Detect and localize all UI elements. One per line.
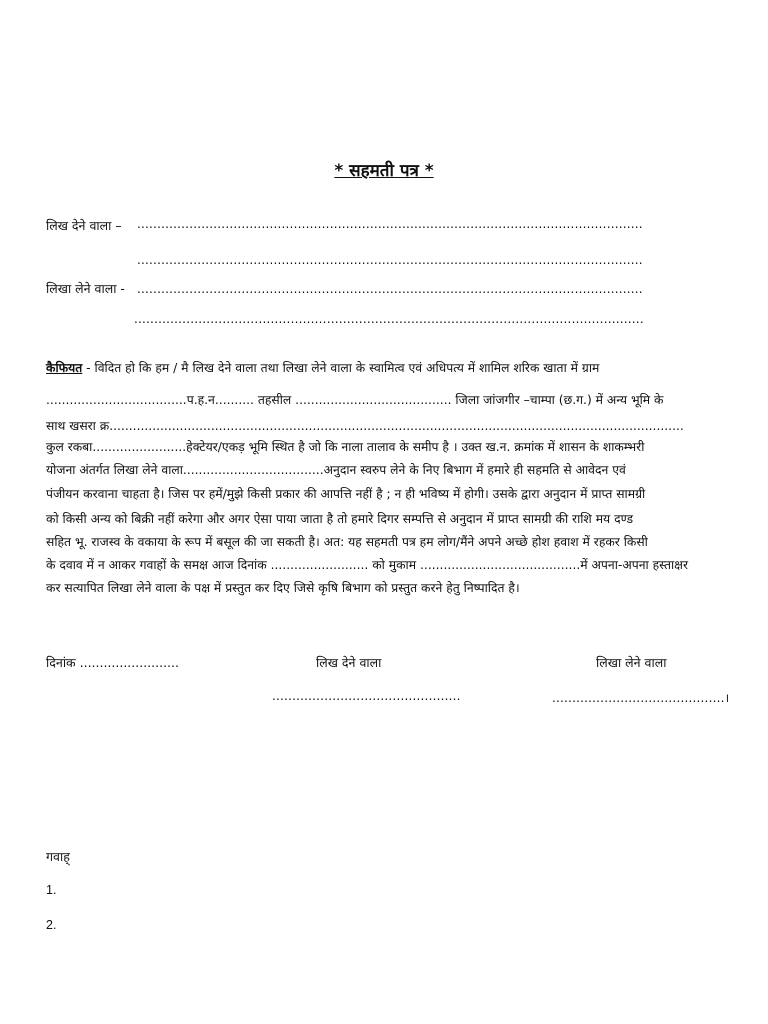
body-line: साथ खसरा क्र................................................................................................................................................... (46, 420, 684, 433)
witness-label: गवाह् (46, 849, 70, 864)
giver-blank-2[interactable]: .............................................................................................................................. (137, 253, 643, 267)
date-field[interactable]: दिनांक ......................... (46, 655, 179, 670)
body-line: योजना अंतर्गत लिखा लेने वाला....................................अनुदान स्वरुप लेने के निए बिभाग में हमारे ही सहमति से आवेदन एवं (46, 463, 626, 477)
body-line: कुल रकबा........................हेक्टेयर/एकड़ भूमि स्थित है जो कि नाला तालाव के समीप है । उक्त ख.न. क्रमांक में शासन के शाकम्भरी (46, 440, 645, 454)
giver-signature-line[interactable]: ............................................... (272, 689, 461, 703)
document-title: * सहमती पत्र * (334, 161, 434, 181)
body-line: सहित भू. राजस्व के वकाया के रूप में बसूल की जा सकती है। अत: यह सहमती पत्र हम लोग/मैंने अपने अच्छे होश हवाश में रहकर किसी (46, 535, 648, 549)
body-line (46, 362, 722, 374)
receiver-label: लिखा लेने वाला - (46, 281, 125, 296)
giver-blank-1[interactable]: .............................................................................................................................. (137, 217, 643, 231)
body-line: के दवाव में न आकर गवाहों के समक्ष आज दिनांक ......................... को मुकाम .........................................में अपना-अपना हस्ताक्षर (46, 558, 689, 572)
receiver-blank-1[interactable]: .............................................................................................................................. (137, 282, 643, 296)
witness-item-2: 2. (46, 918, 57, 932)
receiver-signature-label: लिखा लेने वाला (596, 655, 667, 670)
giver-label: लिख देने वाला – (46, 218, 122, 233)
remarks-heading: कैफियत (46, 361, 83, 375)
receiver-blank-2[interactable]: ............................................................................................................................... (134, 312, 644, 326)
body-paragraph (46, 362, 722, 602)
body-line: कर सत्यापित लिखा लेने वाला के पक्ष में प्रस्तुत कर दिए जिसे कृषि बिभाग को प्रस्तुत करने हेतु निष्पादित है। (46, 581, 520, 595)
body-line-text: - विदित हो कि हम / मै लिख देने वाला तथा लिखा लेने वाला के स्वामित्व एवं अधिपत्य में शामिल शरिक खाता में ग्राम (82, 361, 600, 375)
body-line: ....................................प.ह.न.......... तहसील ........................................ जिला जांजगीर –चाम्पा (छ.ग.) में अन्य भूमि के (46, 393, 664, 407)
witness-item-1: 1. (46, 883, 57, 897)
body-line: पंजीयन करवाना चाहता है। जिस पर हमें/मुझे किसी प्रकार की आपत्ति नहीं है ; न ही भविष्य में होगी। उसके द्वारा अनुदान में प्राप्त सामग्री (46, 487, 646, 501)
receiver-signature-line[interactable]: ...........................................। (552, 691, 730, 705)
body-line: को किसी अन्य को बिक्री नहीं करेगा और अगर ऐसा पाया जाता है तो हमारे दिगर सम्पत्ति से अनुदान में प्राप्त सामग्री की राशि मय दण्ड (46, 512, 634, 526)
giver-signature-label: लिख देने वाला (316, 655, 382, 670)
